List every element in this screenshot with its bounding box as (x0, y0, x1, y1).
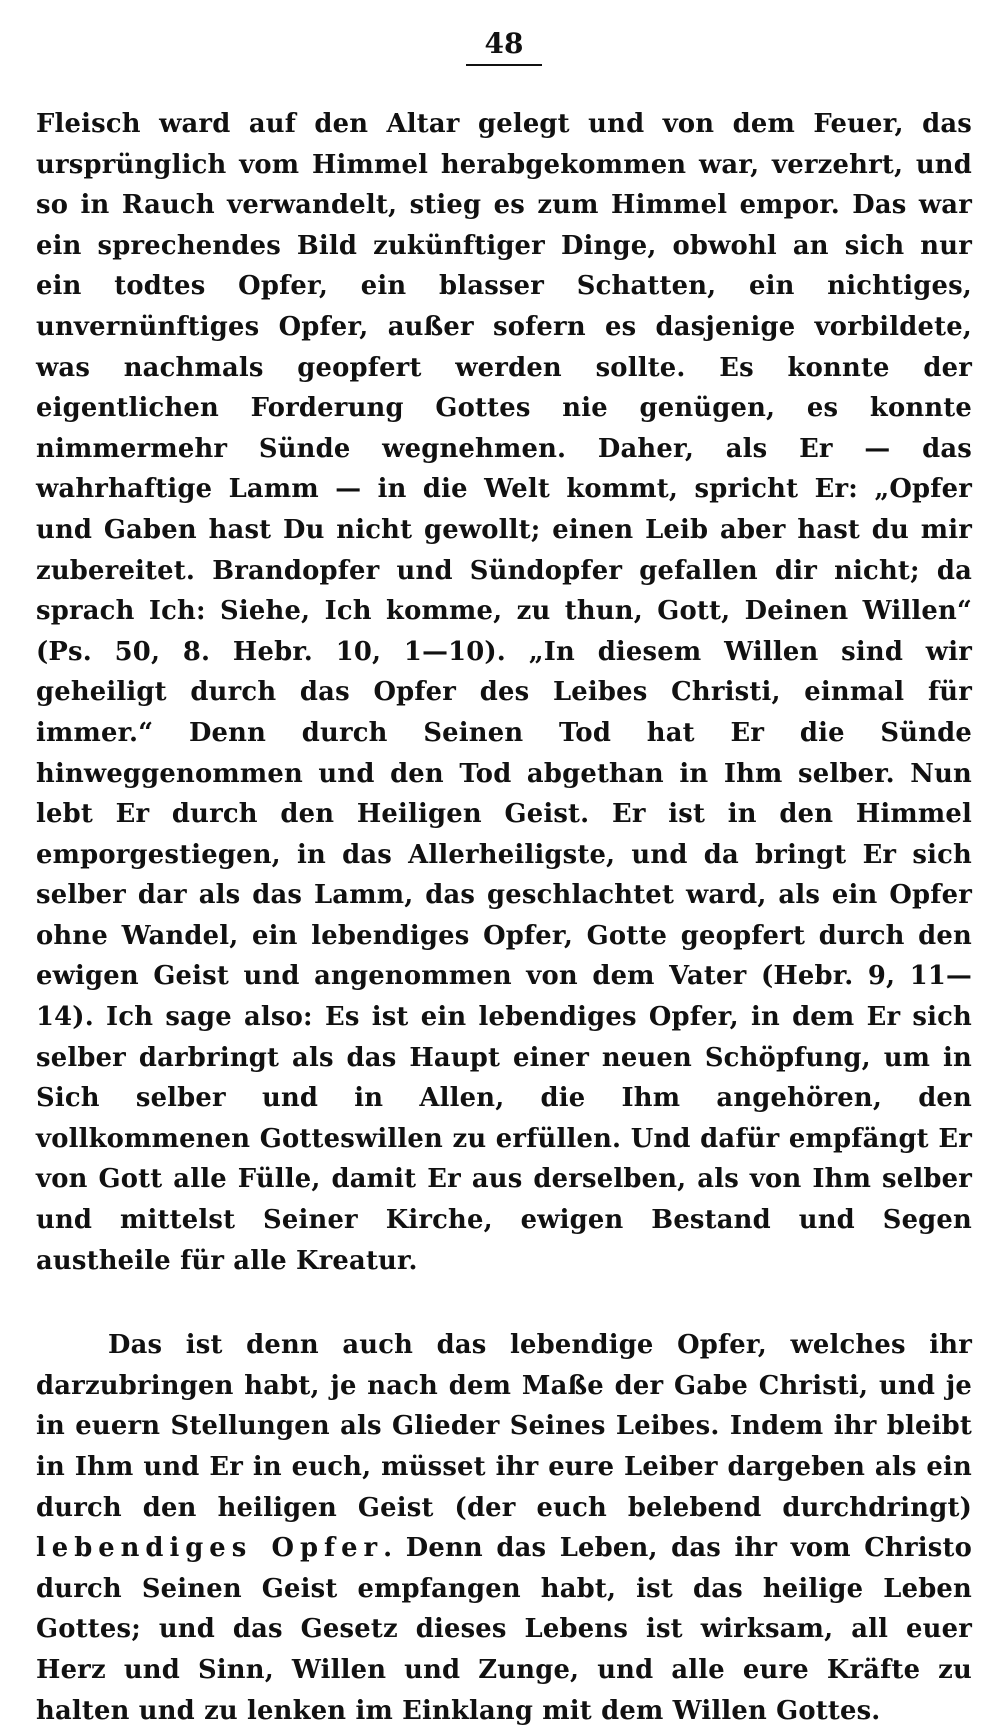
body-text (36, 104, 972, 1731)
paragraph-2 (36, 1325, 972, 1731)
paragraph-2-text-before: Das ist denn auch das lebendige Opfer, welches ihr darzubringen habt, je nach dem Maße der Gabe Christi, und je in euern Stellungen als Glieder Seines Leibes. Indem ihr bleibt in Ihm und Er in euch, müsset ihr eure Leiber dargeben als ein durch den heiligen Geist (der euch belebend durchdringt) (36, 1330, 972, 1523)
paragraph-1: Fleisch ward auf den Altar gelegt und von dem Feuer, das ursprünglich vom Himmel herabgekommen war, verzehrt, und so in Rauch verwandelt, stieg es zum Himmel empor. Das war ein sprechendes Bild zukünftiger Dinge, obwohl an sich nur ein todtes Opfer, ein blasser Schatten, ein nichtiges, unvernünftiges Opfer, außer sofern es dasjenige vorbildete, was nachmals geopfert werden sollte. Es konnte der eigentlichen Forderung Gottes nie genügen, es konnte nimmermehr Sünde wegnehmen. Daher, als Er — das wahrhaftige Lamm — in die Welt kommt, spricht Er: „Opfer und Gaben hast Du nicht gewollt; einen Leib aber hast du mir zubereitet. Brandopfer und Sündopfer gefallen dir nicht; da sprach Ich: Siehe, Ich komme, zu thun, Gott, Deinen Willen“ (Ps. 50, 8. Hebr. 10, 1—10). „In diesem Willen sind wir geheiligt durch das Opfer des Leibes Christi, einmal für immer.“ Denn durch Seinen Tod hat Er die Sünde hinweggenommen und den Tod abgethan in Ihm selber. Nun lebt Er durch den Heiligen Geist. Er ist in den Himmel emporgestiegen, in das Allerheiligste, und da bringt Er sich selber dar als das Lamm, das geschlachtet ward, als ein Opfer ohne Wandel, ein lebendiges Opfer, Gotte geopfert durch den ewigen Geist und angenommen von dem Vater (Hebr. 9, 11—14). Ich sage also: Es ist ein lebendiges Opfer, in dem Er sich selber darbringt als das Haupt einer neuen Schöpfung, um in Sich selber und in Allen, die Ihm angehören, den vollkommenen Gotteswillen zu erfüllen. Und dafür empfängt Er von Gott alle Fülle, damit Er aus derselben, als von Ihm selber und mittelst Seiner Kirche, ewigen Bestand und Segen austheile für alle Kreatur. (36, 109, 972, 1276)
page-number: 48 (466, 24, 542, 66)
emphasized-phrase: lebendiges Opfer (36, 1533, 384, 1564)
paragraph-2-text-after: . Denn das Leben, das ihr vom Christo durch Seinen Geist empfangen habt, ist das heilige Leben Gottes; und das Gesetz dieses Lebens ist wirksam, all euer Herz und Sinn, Willen und Zunge, und alle eure Kräfte zu halten und zu lenken im Einklang mit dem Willen Gottes. (36, 1533, 972, 1726)
page-header (36, 24, 972, 68)
